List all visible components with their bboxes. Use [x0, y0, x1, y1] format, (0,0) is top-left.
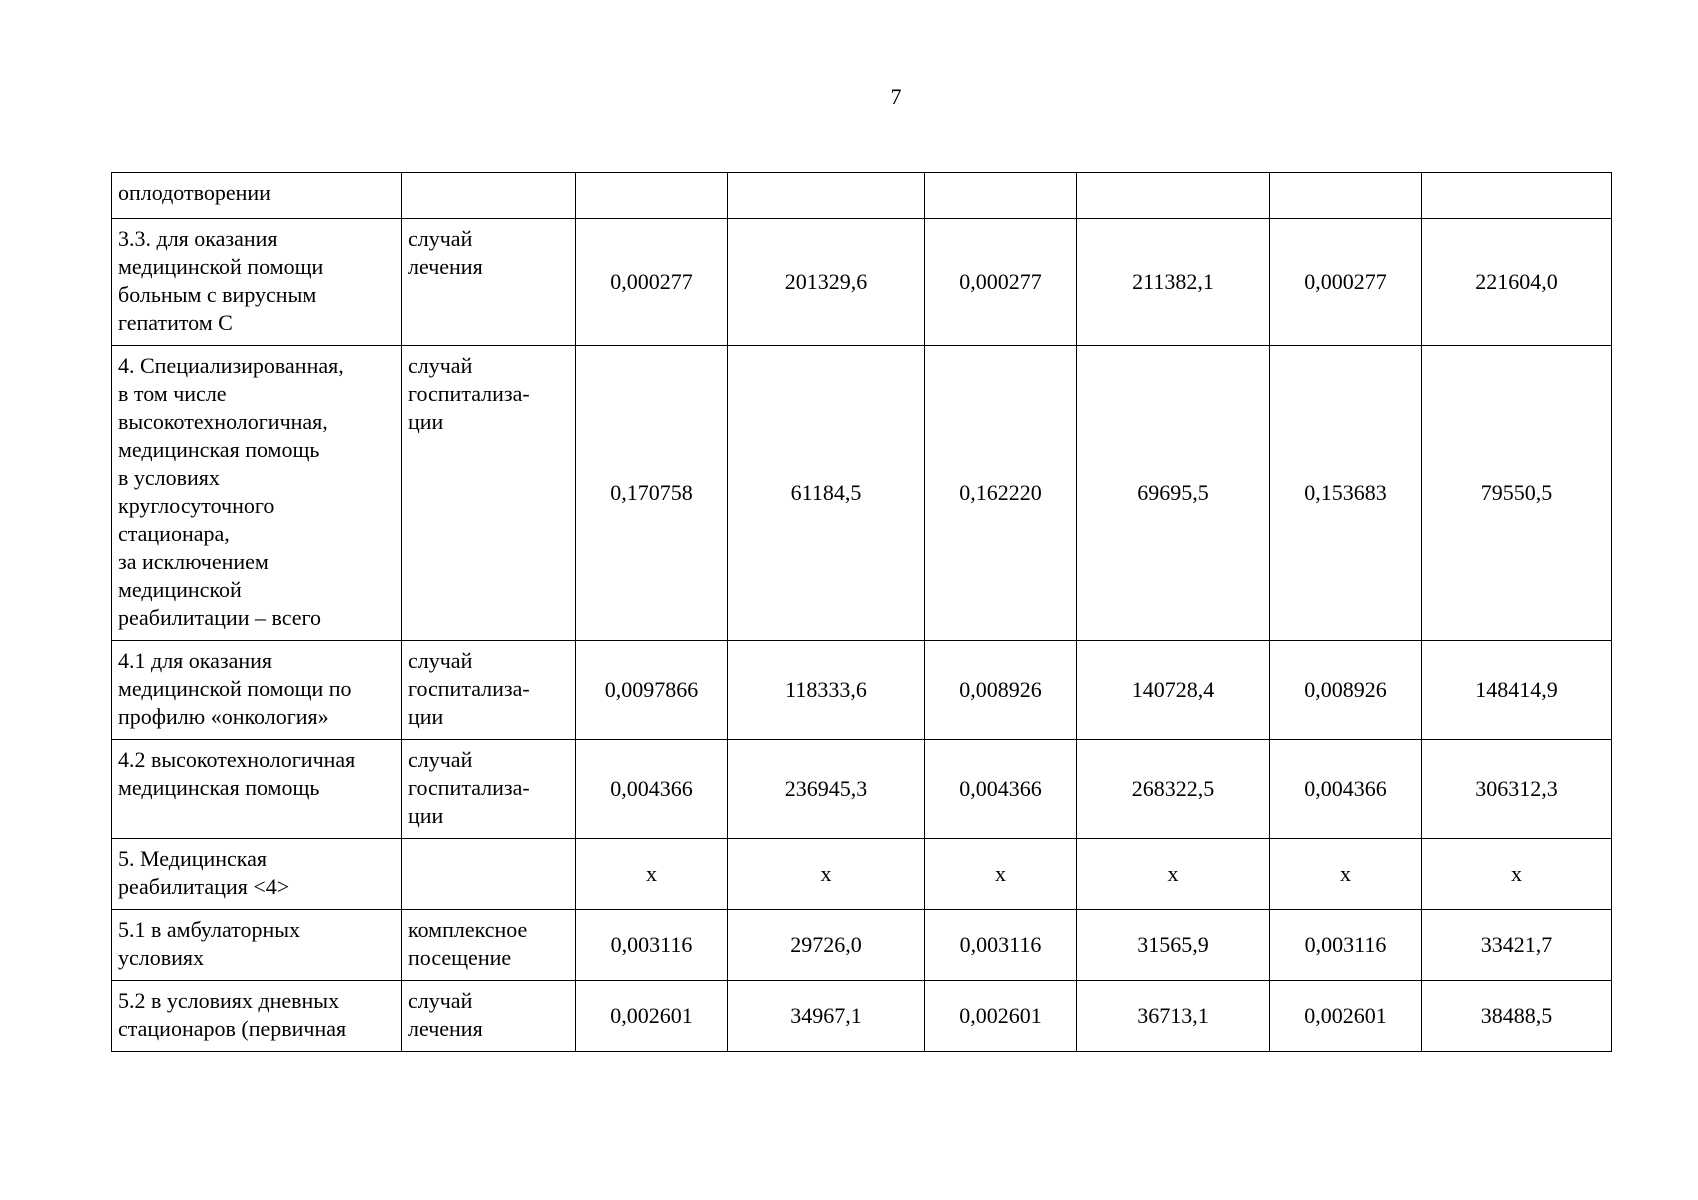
value-cell: 0,002601 [925, 981, 1077, 1052]
value-cell: 0,004366 [576, 740, 728, 839]
value-cell: 0,002601 [576, 981, 728, 1052]
value-cell: 0,008926 [1270, 641, 1422, 740]
value-cell: х [1422, 839, 1612, 910]
data-table [111, 172, 1612, 1052]
value-cell: 38488,5 [1422, 981, 1612, 1052]
unit-cell [402, 981, 576, 1052]
indicator-name: 5.1 в амбулаторных условиях [118, 917, 301, 970]
value-cell [576, 173, 728, 219]
value-cell: х [576, 839, 728, 910]
indicator-name-cell [112, 173, 402, 219]
value-cell [1270, 173, 1422, 219]
value-cell: 221604,0 [1422, 219, 1612, 346]
unit-label: случай лечения [408, 988, 483, 1041]
indicator-name-cell [112, 219, 402, 346]
value-cell: 306312,3 [1422, 740, 1612, 839]
value-cell: 0,0097866 [576, 641, 728, 740]
value-cell: 61184,5 [728, 346, 925, 641]
unit-cell [402, 219, 576, 346]
value-cell [925, 173, 1077, 219]
page-number: 7 [890, 84, 902, 109]
value-cell: 0,000277 [925, 219, 1077, 346]
value-cell [728, 173, 925, 219]
value-cell: х [925, 839, 1077, 910]
unit-cell [402, 346, 576, 641]
value-cell [1077, 173, 1270, 219]
table-row [112, 910, 1612, 981]
value-cell: 31565,9 [1077, 910, 1270, 981]
unit-label: случай госпитализа- ции [408, 648, 530, 729]
indicator-name: оплодотворении [118, 180, 271, 205]
value-cell: 148414,9 [1422, 641, 1612, 740]
table-row [112, 173, 1612, 219]
unit-cell [402, 839, 576, 910]
indicator-name-cell [112, 839, 402, 910]
indicator-name-cell [112, 740, 402, 839]
value-cell: 0,003116 [925, 910, 1077, 981]
value-cell: 29726,0 [728, 910, 925, 981]
value-cell: 36713,1 [1077, 981, 1270, 1052]
table-row [112, 641, 1612, 740]
value-cell: 140728,4 [1077, 641, 1270, 740]
indicator-name-cell [112, 641, 402, 740]
indicator-name: 4.1 для оказания медицинской помощи по профилю «онкология» [118, 648, 352, 729]
value-cell: х [728, 839, 925, 910]
indicator-name-cell [112, 981, 402, 1052]
unit-label: случай госпитализа- ции [408, 353, 530, 434]
value-cell: х [1077, 839, 1270, 910]
value-cell: 268322,5 [1077, 740, 1270, 839]
value-cell: 0,162220 [925, 346, 1077, 641]
value-cell: 0,004366 [925, 740, 1077, 839]
table-row [112, 740, 1612, 839]
indicator-name-cell [112, 346, 402, 641]
table-row [112, 219, 1612, 346]
table-row [112, 346, 1612, 641]
value-cell: 34967,1 [728, 981, 925, 1052]
table-row [112, 839, 1612, 910]
value-cell: 0,000277 [576, 219, 728, 346]
unit-label: случай лечения [408, 226, 483, 279]
value-cell: 0,003116 [1270, 910, 1422, 981]
indicator-name: 5.2 в условиях дневных стационаров (первичная [118, 988, 347, 1041]
value-cell: 0,003116 [576, 910, 728, 981]
unit-cell [402, 641, 576, 740]
indicator-name: 4. Специализированная, в том числе высокотехнологичная, медицинская помощь в условиях круглосуточного стационара, за исключением медицинской реабилитации – всего [118, 353, 344, 630]
unit-cell [402, 740, 576, 839]
value-cell: 33421,7 [1422, 910, 1612, 981]
table-row [112, 981, 1612, 1052]
value-cell: 236945,3 [728, 740, 925, 839]
value-cell: 69695,5 [1077, 346, 1270, 641]
indicator-name: 5. Медицинская реабилитация <4> [118, 846, 290, 899]
value-cell: 118333,6 [728, 641, 925, 740]
value-cell: 0,170758 [576, 346, 728, 641]
value-cell [1422, 173, 1612, 219]
value-cell: 0,000277 [1270, 219, 1422, 346]
value-cell: 79550,5 [1422, 346, 1612, 641]
value-cell: 211382,1 [1077, 219, 1270, 346]
value-cell: х [1270, 839, 1422, 910]
unit-label: комплексное посещение [408, 917, 528, 970]
indicator-name-cell [112, 910, 402, 981]
unit-cell [402, 910, 576, 981]
value-cell: 0,008926 [925, 641, 1077, 740]
indicator-name: 4.2 высокотехнологичная медицинская помощь [118, 747, 356, 800]
value-cell: 0,153683 [1270, 346, 1422, 641]
table-body [112, 173, 1612, 1052]
unit-cell [402, 173, 576, 219]
value-cell: 0,002601 [1270, 981, 1422, 1052]
value-cell: 0,004366 [1270, 740, 1422, 839]
unit-label: случай госпитализа- ции [408, 747, 530, 828]
indicator-name: 3.3. для оказания медицинской помощи больным с вирусным гепатитом С [118, 226, 324, 335]
value-cell: 201329,6 [728, 219, 925, 346]
